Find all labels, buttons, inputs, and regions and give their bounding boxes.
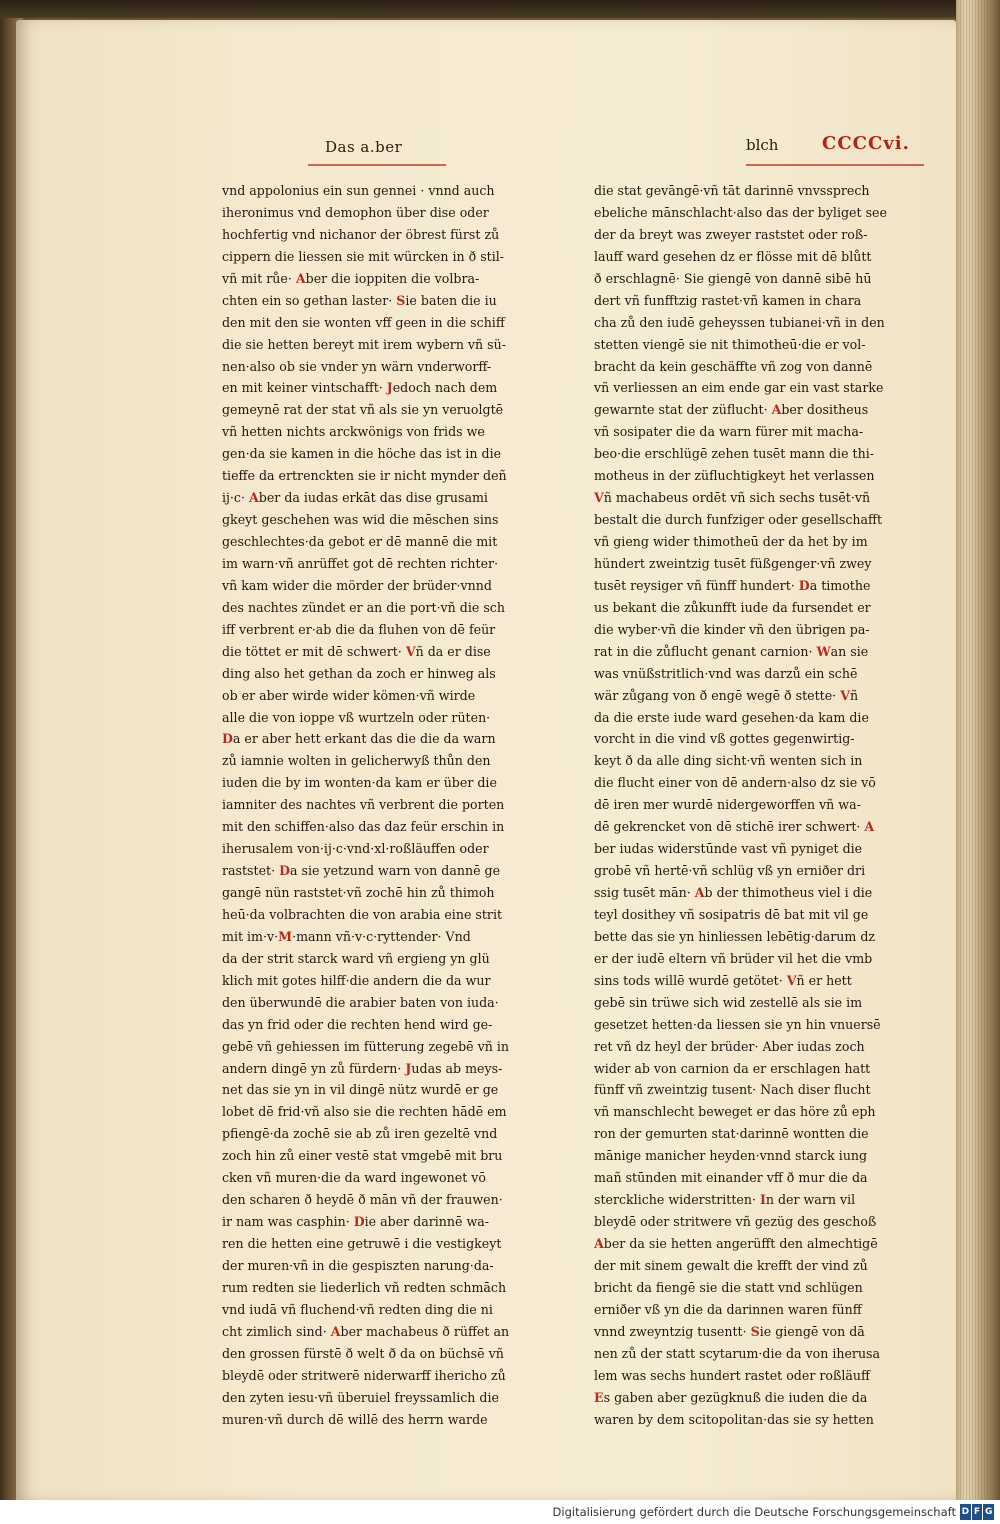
footer-credit: Digitalisierung gefördert durch die Deutsche Forschungsgemeinschaft: [552, 1505, 956, 1519]
text-line: keyt ð da alle ding sicht·vñ wenten sich in: [594, 753, 863, 769]
text-line: net das sie yn in vil dingē nütz wurdē er ge: [222, 1082, 499, 1098]
text-line: muren·vñ durch dē willē des herrn warde: [222, 1411, 488, 1427]
text-line: er der iudē eltern vñ brüder vil het die vmb: [594, 950, 873, 966]
text-line: cha zů den iudē geheyssen tubianei·vñ in den: [594, 314, 885, 330]
folio-number: CCCCvi.: [822, 133, 910, 154]
text-line: vnd iudā vñ fluchend·vñ redten ding die ni: [222, 1301, 493, 1317]
text-line: vñ hetten nichts arckwönigs von frids we: [222, 424, 485, 440]
text-line: vñ sosipater die da warn fürer mit macha-: [594, 424, 864, 440]
text-line: bracht da kein geschäffte vñ zog von dannē: [594, 358, 873, 374]
text-line: bestalt die durch funfziger oder gesellschafft: [594, 512, 883, 528]
text-line: Aber da sie hetten angerüfft den almechtigē: [594, 1236, 878, 1251]
text-line: motheus in der züfluchtigkeyt het verlassen: [594, 468, 875, 484]
text-line: zoch hin zů einer vestē stat vmgebē mit bru: [222, 1148, 503, 1164]
text-line: dē gekrencket von dē stichē irer schwert· A: [594, 819, 875, 835]
text-line: Es gaben aber gezügknuß die iuden die da: [594, 1389, 868, 1405]
text-line: us bekant die zůkunfft iude da fursendet er: [594, 599, 871, 615]
text-line: was vnüßstritlich·vnd was darzů ein schē: [594, 665, 858, 681]
text-line: waren by dem scitopolitan·das sie sy hetten: [594, 1411, 874, 1427]
text-line: hündert zweintzig tusēt füßgenger·vñ zwey: [594, 555, 872, 571]
page-edges: [960, 0, 990, 1500]
text-line: dert vñ funfftzig rastet·vñ kamen in chara: [594, 292, 862, 308]
text-line: vñ mit růe· Aber die ioppiten die volbra-: [222, 270, 480, 286]
text-line: gebē sin trüwe sich wid zestellē als sie im: [594, 994, 863, 1010]
text-line: nen·also ob sie vnder yn wärn vnderworff-: [222, 358, 492, 374]
text-line: Da er aber hett erkant das die die da warn: [222, 731, 496, 747]
text-line: den zyten iesu·vñ überuiel freyssamlich die: [222, 1389, 499, 1405]
text-line: en mit keiner vintschafft· Jedoch nach dem: [222, 380, 498, 396]
text-line: beo·die erschlügē zehen tusēt mann die thi-: [594, 446, 874, 462]
text-line: iamniter des nachtes vñ verbrent die porten: [222, 797, 505, 813]
text-line: vñ kam wider die mörder der brüder·vnnd: [222, 577, 492, 593]
text-line: erniðer vß yn die da darinnen waren fünff: [594, 1301, 862, 1317]
text-line: cippern die liessen sie mit würcken in ð stil-: [222, 248, 505, 264]
header-rule-left: [308, 164, 446, 166]
text-line: den scharen ð heydē ð mān vñ der frauwen·: [222, 1192, 503, 1208]
text-line: stetten viengē sie nit thimotheū·die er vol-: [594, 336, 866, 352]
text-line: der da breyt was zweyer raststet oder roß-: [594, 226, 868, 242]
text-line: geschlechtes·da gebot er dē mannē die mit: [222, 534, 498, 549]
book-top-edge: [0, 0, 1000, 18]
text-line: das yn frid oder die rechten hend wird ge-: [222, 1016, 493, 1032]
text-line: tusēt reysiger vñ fünff hundert· Da timothe: [594, 577, 871, 593]
text-line: vorcht in die vind vß gottes gegenwirtig-: [594, 731, 855, 747]
text-line: lauff ward gesehen dz er flösse mit dē blůtt: [594, 248, 872, 264]
text-line: vñ manschlecht beweget er das höre zů eph: [594, 1104, 876, 1120]
text-line: den mit den sie wonten vff geen in die schiff: [222, 314, 505, 330]
text-line: bricht da fiengē sie die statt vnd schlügen: [594, 1279, 863, 1295]
text-line: iff verbrent er·ab die da fluhen von dē feür: [222, 621, 496, 637]
text-column-right: [594, 180, 918, 1430]
text-line: lobet dē frid·vñ also sie die rechten hādē em: [222, 1104, 507, 1120]
text-line: zů iamnie wolten in gelicherwyß thůn den: [222, 753, 491, 769]
text-line: gangē nün raststet·vñ zochē hin zů thimoh: [222, 885, 495, 900]
text-line: bette das sie yn hinliessen lebētig·darum dz: [594, 928, 876, 944]
text-line: die sie hetten bereyt mit irem wybern vñ sü-: [222, 336, 506, 352]
text-line: ij·c· Aber da iudas erkāt das dise grusami: [222, 490, 488, 506]
text-line: ssig tusēt mān· Ab der thimotheus viel i die: [594, 885, 873, 900]
text-line: rat in die zůflucht genant carnion· Wan sie: [594, 643, 869, 659]
text-line: mañ stūnden mit einander vff ð mur die da: [594, 1170, 868, 1186]
running-head-right: blch: [746, 136, 779, 154]
text-line: den grossen fürstē ð welt ð da on büchsē vñ: [222, 1345, 504, 1361]
text-line: da der strit starck ward vñ ergieng yn glü: [222, 950, 490, 966]
text-line: lem was sechs hundert rastet oder roßläuff: [594, 1367, 870, 1383]
text-line: ret vñ dz heyl der brüder· Aber iudas zoch: [594, 1038, 865, 1054]
text-line: bleydē oder stritwerē niderwarff ihericho zů: [222, 1367, 506, 1383]
text-line: sins tods willē wurdē getötet· Vñ er hett: [594, 972, 852, 988]
text-line: fünff vñ zweintzig tusent· Nach diser flucht: [594, 1082, 871, 1098]
text-line: gesetzet hetten·da liessen sie yn hin vnuersē: [594, 1016, 881, 1032]
dfg-logo-icon: D F G: [960, 1504, 994, 1520]
text-line: pfiengē·da zochē sie ab zů iren gezeltē vnd: [222, 1126, 498, 1142]
text-line: die flucht einer von dē andern·also dz sie vō: [594, 775, 876, 791]
text-line: vnnd zweyntzig tusentt· Sie giengē von dā: [594, 1323, 865, 1339]
text-line: gemeynē rat der stat vñ als sie yn veruolgtē: [222, 402, 504, 418]
text-line: ob er aber wirde wider kömen·vñ wirde: [222, 687, 476, 703]
footer-bar: [0, 1500, 1000, 1524]
text-line: ren die hetten eine getruwē i die vestigkeyt: [222, 1236, 502, 1251]
text-line: andern dingē yn zů fürdern· Judas ab meys-: [222, 1060, 503, 1076]
text-line: cht zimlich sind· Aber machabeus ð rüffet an: [222, 1323, 510, 1339]
text-line: die töttet er mit dē schwert· Vñ da er dise: [222, 643, 491, 659]
text-line: des nachtes zündet er an die port·vñ die sch: [222, 599, 505, 615]
text-line: dē iren mer wurdē nidergeworffen vñ wa-: [594, 797, 861, 813]
text-line: hochfertig vnd nichanor der öbrest fürst zů: [222, 226, 500, 242]
text-line: mānige manicher heyden·vnnd starck iung: [594, 1148, 868, 1164]
text-line: cken vñ muren·die da ward ingewonet vō: [222, 1170, 486, 1186]
text-line: tieffe da ertrenckten sie ir nicht mynder deñ: [222, 468, 507, 484]
text-line: alle die von ioppe vß wurtzeln oder rüten·: [222, 709, 491, 725]
text-line: die stat gevāngē·vñ tāt darinnē vnvssprech: [594, 183, 870, 198]
text-line: bleydē oder stritwere vñ gezüg des geschoß: [594, 1214, 877, 1230]
text-line: grobē vñ hertē·vñ schlüg vß yn erniðer dri: [594, 863, 866, 879]
text-line: chten ein so gethan laster· Sie baten die iu: [222, 292, 497, 308]
text-line: Vñ machabeus ordēt vñ sich sechs tusēt·vñ: [594, 490, 871, 506]
text-line: der mit sinem gewalt die krefft der vind zů: [594, 1257, 868, 1273]
text-line: rum redten sie liederlich vñ redten schmāch: [222, 1279, 507, 1295]
text-line: ð erschlagnē· Sie giengē von dannē sibē hū: [594, 270, 872, 286]
text-line: wider ab von carnion da er erschlagen hatt: [594, 1060, 871, 1076]
text-line: klich mit gotes hilff·die andern die da wur: [222, 972, 491, 988]
text-line: mit im·v·M·mann vñ·v·c·ryttender· Vnd: [222, 928, 471, 944]
running-head-left: Das a.ber: [325, 138, 403, 156]
text-line: sterckliche widerstritten· In der warn vil: [594, 1192, 856, 1208]
text-line: mit den schiffen·also das daz feür erschin in: [222, 819, 505, 835]
text-line: der muren·vñ in die gespiszten narung·da-: [222, 1257, 494, 1273]
text-line: ding also het gethan da zoch er hinweg als: [222, 665, 496, 681]
text-column-left: [222, 180, 548, 1430]
text-line: ebeliche mānschlacht·also das der byliget see: [594, 204, 887, 220]
text-line: ir nam was casphin· Die aber darinnē wa-: [222, 1214, 490, 1230]
text-line: vñ gieng wider thimotheū der da het by im: [594, 534, 868, 549]
text-line: raststet· Da sie yetzund warn von dannē ge: [222, 863, 501, 879]
text-line: da die erste iude ward gesehen·da kam die: [594, 709, 869, 725]
text-line: die wyber·vñ die kinder vñ den übrigen pa-: [594, 621, 870, 637]
text-line: iherusalem von·ij·c·vnd·xl·roßläuffen oder: [222, 841, 489, 857]
text-line: den überwundē die arabier baten von iuda·: [222, 994, 499, 1010]
text-line: heū·da volbrachten die von arabia eine strit: [222, 906, 503, 922]
text-line: vñ verliessen an eim ende gar ein vast starke: [594, 380, 884, 396]
text-line: gen·da sie kamen in die höche das ist in die: [222, 446, 502, 462]
text-line: wär zůgang von ð engē wegē ð stette· Vñ: [594, 687, 859, 703]
text-line: iheronimus vnd demophon über dise oder: [222, 204, 489, 220]
text-line: nen zů der statt scytarum·die da von iherusa: [594, 1345, 881, 1361]
text-line: vnd appolonius ein sun gennei · vnnd auch: [222, 183, 495, 198]
text-line: iuden die by im wonten·da kam er über die: [222, 775, 497, 791]
text-line: ron der gemurten stat·darinnē wontten die: [594, 1126, 869, 1142]
text-line: gebē vñ gehiessen im fütterung zegebē vñ in: [222, 1038, 509, 1054]
text-line: im warn·vñ anrüffet got dē rechten richter·: [222, 555, 499, 571]
text-line: teyl dosithey vñ sosipatris dē bat mit vil ge: [594, 906, 869, 922]
text-line: gewarnte stat der züflucht· Aber dositheus: [594, 402, 869, 418]
header-rule-right: [746, 164, 924, 166]
text-line: ber iudas widerstūnde vast vñ pyniget die: [594, 841, 863, 857]
text-line: gkeyt geschehen was wid die mēschen sins: [222, 512, 499, 528]
